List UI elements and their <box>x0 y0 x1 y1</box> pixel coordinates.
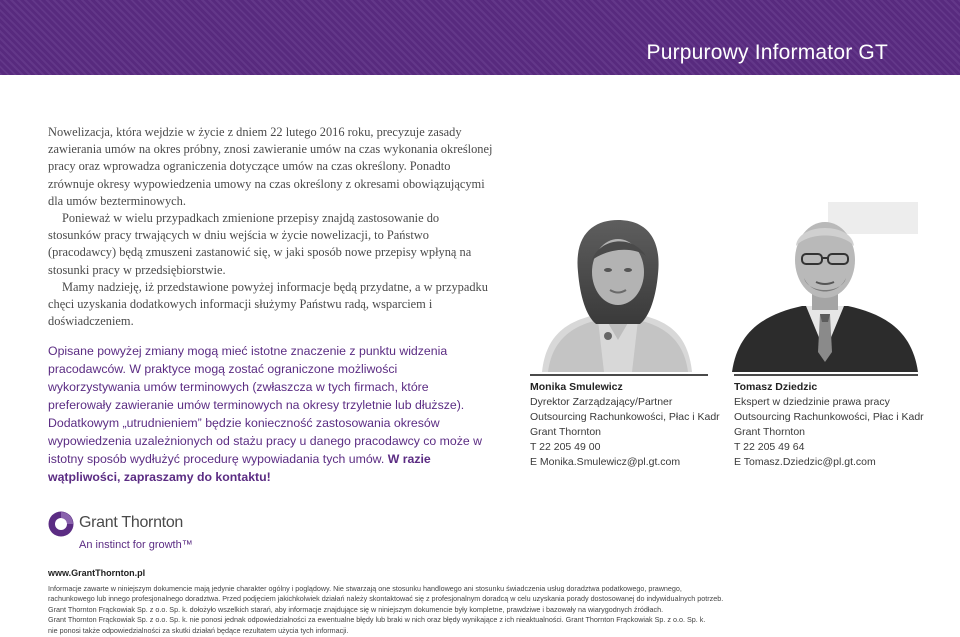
contact-role: Ekspert w dziedzinie prawa pracy <box>734 396 890 408</box>
header-title: Purpurowy Informator GT <box>646 41 888 64</box>
grant-thornton-logo-icon <box>48 511 74 537</box>
disclaimer-line: rachunkowego lub innego profesjonalnego doradztwa. Przed podjęciem jakichkolwiek działań należy skontaktować się z profesjonalnym doradcą w celu uzyskania porady dostosowanej do indywidualnych potrzeb. <box>48 594 724 603</box>
contact-phone: T 22 205 49 64 <box>734 441 805 453</box>
footer <box>48 568 928 636</box>
highlight-text: Opisane powyżej zmiany mogą mieć istotne znaczenie z punktu widzenia pracodawców. W praktyce mogą zostać ograniczone możliwości wykorzystywania umów terminowych (zwłaszcza w tych firmach, które preferowały zawieranie umów terminowych na okresy trzyletnie lub dłuższe). Dodatkowym „utrudnieniem” będzie konieczność zastosowania okresów wypowiedzenia uzależnionych od stażu pracy u danego pracodawcy co może w istotny sposób wydłużyć procedurę wypowiadania tych umów. <box>48 344 483 466</box>
body-paragraph: Nowelizacja, która wejdzie w życie z dniem 22 lutego 2016 roku, precyzuje zasady zawierania umów na okres próbny, znosi zawieranie umów na czas wykonania określonej pracy oraz wprowadza ograniczenia dotyczące umów na czas określony. Ponadto zrównuje okresy wypowiedzenia umowy na czas określony z okresami obowiązującymi dla umów bezterminowych. <box>48 125 493 208</box>
contact-department: Outsourcing Rachunkowości, Płac i Kadr <box>530 411 720 423</box>
disclaimer-line: Grant Thornton Frąckowiak Sp. z o.o. Sp. k. nie ponosi jednak odpowiedzialności za ewentualne błędy lub braki w nich oraz błędy wynikające z ich nieaktualności. Grant Thornton Frąckowiak Sp. z o.o. Sp. k. <box>48 615 706 624</box>
disclaimer-line: nie ponosi także odpowiedzialności za skutki działań będące rezultatem użycia tych informacji. <box>48 625 349 635</box>
contact-phone: T 22 205 49 00 <box>530 441 601 453</box>
contact-email[interactable]: E Monika.Smulewicz@pl.gt.com <box>530 456 681 468</box>
contact-name: Tomasz Dziedzic <box>734 381 818 393</box>
contact-rule <box>530 374 708 376</box>
contact-department: Outsourcing Rachunkowości, Płac i Kadr <box>734 411 924 423</box>
contact-company: Grant Thornton <box>734 426 806 438</box>
disclaimer-line: Grant Thornton Frąckowiak Sp. z o.o. Sp. k. dołożyło wszelkich starań, aby informacje znajdujące się w niniejszym dokumencie były kompletne, prawdziwe i bazowały na wiarygodnych źródłach. <box>48 604 664 614</box>
header-banner <box>0 0 960 75</box>
logo-name: Grant Thornton <box>79 514 184 531</box>
contact-email[interactable]: E Tomasz.Dziedzic@pl.gt.com <box>734 456 876 468</box>
body-paragraph: Ponieważ w wielu przypadkach zmienione przepisy znajdą zastosowanie do stosunków pracy trwających w dniu wejścia w życie nowelizacji, to Państwo (pracodawcy) będą zmuszeni zastanowić się, w jaki sposób nowe przepisy wpłyną na stosunki pracy w przedsiębiorstwie. <box>48 211 472 277</box>
body-paragraph: Mamy nadzieję, iż przedstawione powyżej informacje będą przydatne, a w przypadku chęci uzyskania dodatkowych informacji służymy Państwu radą, wsparciem i doświadczeniem. <box>48 279 488 329</box>
website-link[interactable]: www.GrantThornton.pl <box>48 568 146 578</box>
portrait-photo-tomasz <box>732 202 918 372</box>
contact-role: Dyrektor Zarządzający/Partner <box>530 396 673 408</box>
highlight-cta: W razie wątpliwości, zapraszamy do kontaktu! <box>48 452 431 484</box>
disclaimer-line: Informacje zawarte w niniejszym dokumencie mają jedynie charakter ogólny i poglądowy. Nie stwarzają one stosunku handlowego ani stosunku świadczenia usług doradztwa podatkowego, prawnego, <box>48 583 682 593</box>
logo-tagline: An instinct for growth™ <box>79 539 193 551</box>
contact-card <box>734 374 924 470</box>
contact-card <box>530 374 720 470</box>
contact-name: Monika Smulewicz <box>530 381 623 393</box>
body-text <box>48 124 493 330</box>
grant-thornton-logo <box>48 510 208 555</box>
contact-company: Grant Thornton <box>530 426 602 438</box>
contact-rule <box>734 374 918 376</box>
portrait-photo-monika <box>528 216 708 372</box>
highlight-note <box>48 342 488 486</box>
